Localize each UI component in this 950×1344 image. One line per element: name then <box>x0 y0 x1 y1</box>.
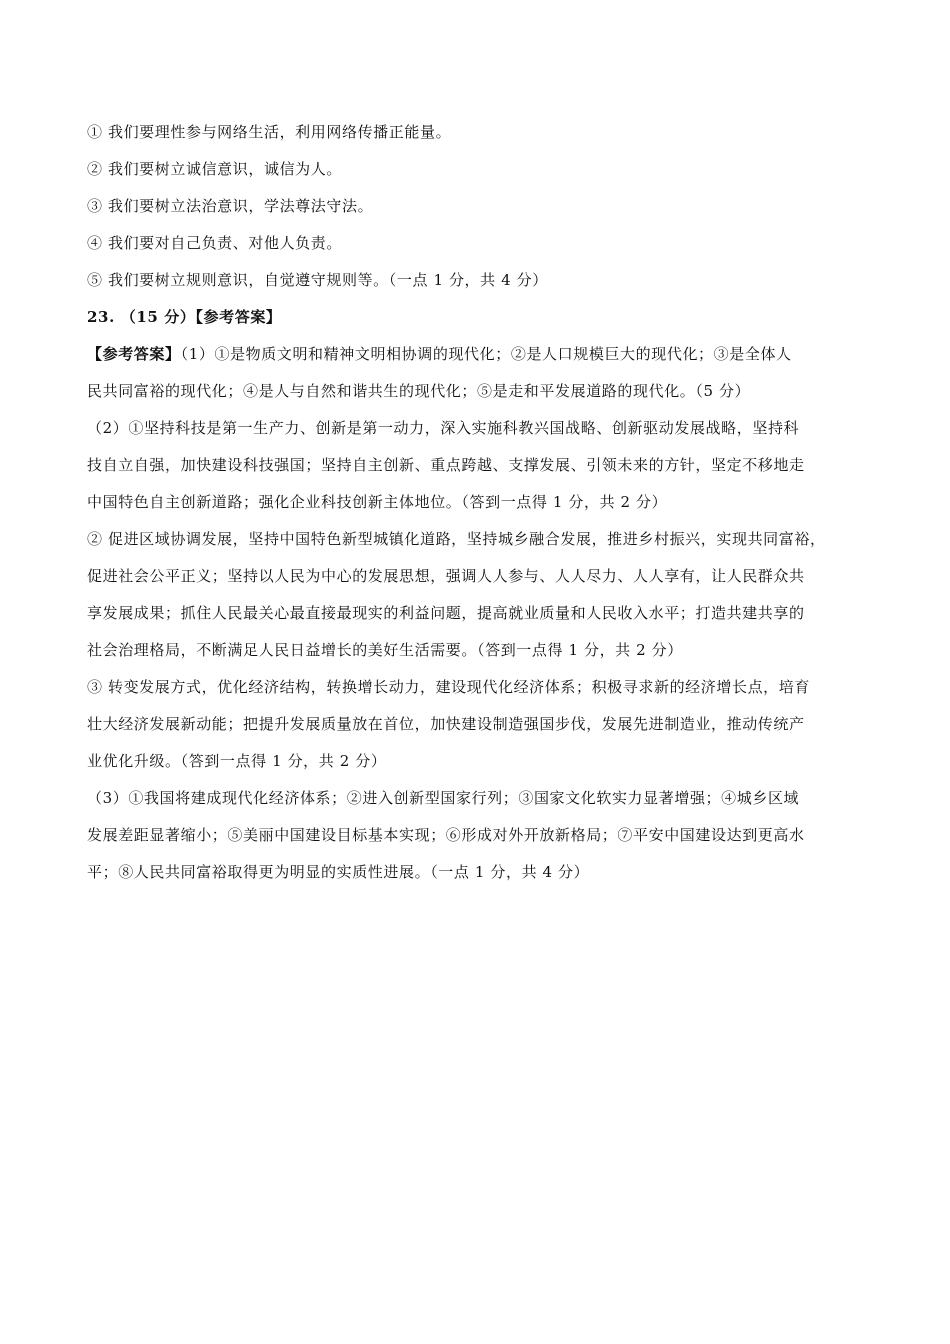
part1-line-1 <box>87 336 877 373</box>
part3-line-2: 发展差距显著缩小；⑤美丽中国建设目标基本实现；⑥形成对外开放新格局；⑦平安中国建设达到更高水 <box>87 826 805 844</box>
point-5: ⑤ 我们要树立规则意识，自觉遵守规则等。（一点 1 分，共 4 分） <box>87 271 548 289</box>
part2-c-line-2: 壮大经济发展新动能；把提升发展质量放在首位，加快建设制造强国步伐，发展先进制造业，推动传统产 <box>87 715 805 733</box>
answer-content <box>87 114 877 891</box>
question-23-heading: 23. （15 分）【参考答案】 <box>87 308 282 326</box>
point-3: ③ 我们要树立法治意识，学法尊法守法。 <box>87 197 374 215</box>
part2-intro-line-2: 技自立自强，加快建设科技强国；坚持自主创新、重点跨越、支撑发展、引领未来的方针，坚定不移地走 <box>87 456 805 474</box>
part2-c-line-3: 业优化升级。（答到一点得 1 分，共 2 分） <box>87 752 387 770</box>
point-2: ② 我们要树立诚信意识，诚信为人。 <box>87 160 342 178</box>
point-4: ④ 我们要对自己负责、对他人负责。 <box>87 234 342 252</box>
part3-line-1: （3）①我国将建成现代化经济体系；②进入创新型国家行列；③国家文化软实力显著增强；④城乡区域 <box>87 789 800 807</box>
part2-b-line-1: ② 促进区域协调发展，坚持中国特色新型城镇化道路，坚持城乡融合发展，推进乡村振兴，实现共同富裕， <box>87 530 826 548</box>
part2-c-line-1: ③ 转变发展方式，优化经济结构，转换增长动力，建设现代化经济体系；积极寻求新的经济增长点，培育 <box>87 678 810 696</box>
answer-label: 【参考答案】 <box>87 345 181 363</box>
part1-line-2: 民共同富裕的现代化；④是人与自然和谐共生的现代化；⑤是走和平发展道路的现代化。（5 分） <box>87 382 751 400</box>
part2-b-line-2: 促进社会公平正义；坚持以人民为中心的发展思想，强调人人参与、人人尽力、人人享有，让人民群众共 <box>87 567 805 585</box>
part2-intro-line-1: （2）①坚持科技是第一生产力、创新是第一动力，深入实施科教兴国战略、创新驱动发展战略，坚持科 <box>87 419 800 437</box>
part2-intro-line-3: 中国特色自主创新道路；强化企业科技创新主体地位。（答到一点得 1 分，共 2 分） <box>87 493 668 511</box>
part3-line-3: 平；⑧人民共同富裕取得更为明显的实质性进展。（一点 1 分，共 4 分） <box>87 863 590 881</box>
part2-b-line-4: 社会治理格局，不断满足人民日益增长的美好生活需要。（答到一点得 1 分，共 2 分） <box>87 641 683 659</box>
point-1: ① 我们要理性参与网络生活，利用网络传播正能量。 <box>87 123 452 141</box>
part1-line-1-text: （1）①是物质文明和精神文明相协调的现代化；②是人口规模巨大的现代化；③是全体人 <box>180 345 792 363</box>
part2-b-line-3: 享发展成果；抓住人民最关心最直接最现实的利益问题，提高就业质量和人民收入水平；打造共建共享的 <box>87 604 805 622</box>
